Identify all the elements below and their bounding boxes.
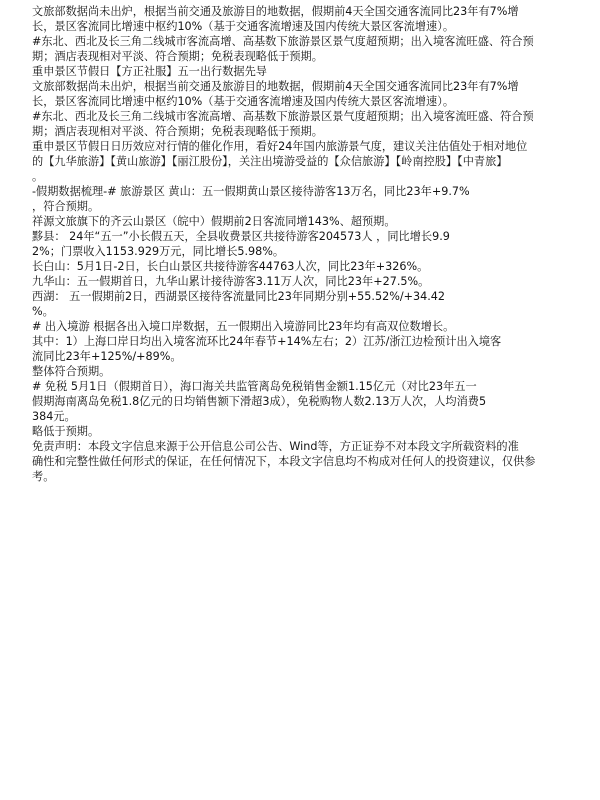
text-line: #东北、西北及长三角二线城市客流高增、高基数下旅游景区景气度超预期；出入境客流旺盛、符合预 <box>32 35 534 48</box>
text-line: 长白山：5月1日-2日，长白山景区共接待游客44763人次，同比23年+326%。 <box>32 260 429 273</box>
text-line: -假期数据梳理-# 旅游景区 黄山：五一假期黄山景区接待游客13万名，同比23年+9.7% <box>32 185 470 198</box>
text-line: 期；酒店表现相对平淡、符合预期；免税表现略低于预期。 <box>32 125 323 138</box>
text-line: 长，景区客流同比增速中枢约10%（基于交通客流增速及国内传统大景区客流增速）。 <box>32 95 455 108</box>
text-line: 祥源文旅旗下的齐云山景区（皖中）假期前2日客流同增143%、超预期。 <box>32 215 396 228</box>
document-body <box>32 4 580 484</box>
section-heading: 重申景区节假日【方正社服】五一出行数据先导 <box>32 65 267 78</box>
text-line: 西湖： 五一假期前2日，西湖景区接待客流量同比23年同期分别+55.52%/+34.42 <box>32 290 445 303</box>
text-line: 黟县： 24年“五一”小长假五天，全县收费景区共接待游客204573人 ，同比增长9.9 <box>32 230 450 243</box>
text-line: 九华山：五一假期首日，九华山累计接待游客3.11万人次，同比23年+27.5%。 <box>32 275 430 288</box>
text-line: 其中：1）上海口岸日均出入境客流环比24年春节+14%左右；2）江苏/浙江边检预计出入境客 <box>32 335 502 348</box>
disclaimer-line: 确性和完整性做任何形式的保证，在任何情况下，本段文字信息均不构成对任何人的投资建议，仅供参 <box>32 455 536 468</box>
text-line: 2%；门票收入1153.929万元，同比增长5.98%。 <box>32 245 285 258</box>
text-line: 文旅部数据尚未出炉，根据当前交通及旅游目的地数据，假期前4天全国交通客流同比23年有7%增 <box>32 5 519 18</box>
text-line: 384元。 <box>32 410 76 423</box>
text-line: # 出入境游 根据各出入境口岸数据，五一假期出入境游同比23年均有高双位数增长。 <box>32 320 455 333</box>
text-line: #东北、西北及长三角二线城市客流高增、高基数下旅游景区景气度超预期；出入境客流旺盛、符合预 <box>32 110 534 123</box>
text-line: 期；酒店表现相对平淡、符合预期；免税表现略低于预期。 <box>32 50 323 63</box>
text-line: 重申景区节假日日历效应对行情的催化作用，看好24年国内旅游景气度，建议关注估值处于相对地位 <box>32 140 528 153</box>
text-line: %。 <box>32 305 54 318</box>
text-line: ，符合预期。 <box>32 200 100 213</box>
text-line: 流同比23年+125%/+89%。 <box>32 350 182 363</box>
text-line: # 免税 5月1日（假期首日），海口海关共监管离岛免税销售金额1.15亿元（对比23年五一 <box>32 380 477 393</box>
disclaimer-line: 考。 <box>32 470 55 483</box>
text-line: 略低于预期。 <box>32 425 100 438</box>
text-line: 假期海南离岛免税1.8亿元的日均销售额下滑超3成），免税购物人数2.13万人次，人均消费5 <box>32 395 487 408</box>
text-line: 文旅部数据尚未出炉，根据当前交通及旅游目的地数据，假期前4天全国交通客流同比23年有7%增 <box>32 80 519 93</box>
text-line: 。 <box>32 170 44 183</box>
disclaimer-line: 免责声明：本段文字信息来源于公开信息公司公告、Wind等，方正证券不对本段文字所载资料的准 <box>32 440 519 453</box>
text-line: 长，景区客流同比增速中枢约10%（基于交通客流增速及国内传统大景区客流增速）。 <box>32 20 455 33</box>
text-line: 的【九华旅游】【黄山旅游】【丽江股份】，关注出境游受益的【众信旅游】【岭南控股】【中青旅】 <box>32 155 508 168</box>
text-line: 整体符合预期。 <box>32 365 111 378</box>
